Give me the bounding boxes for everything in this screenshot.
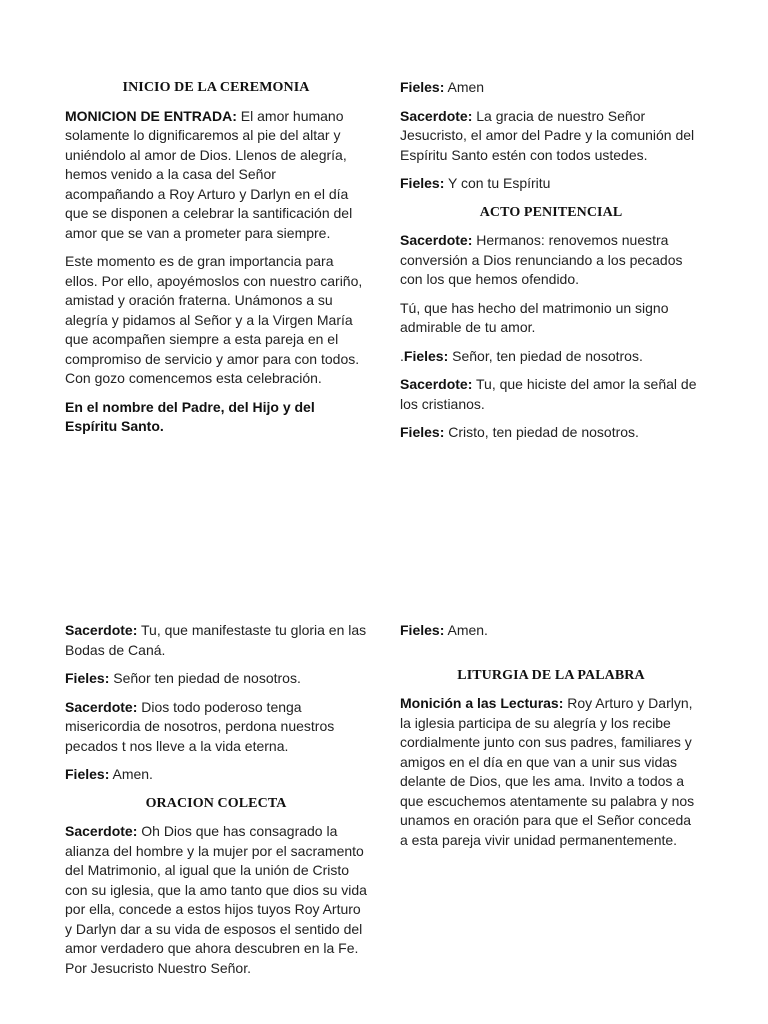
line-fieles-amen: [65, 765, 367, 785]
speaker-label: Sacerdote:: [400, 232, 473, 248]
paragraph-text: Oh Dios que has consagrado la alianza del hombre y la mujer por el sacramento del Matrimonio, al igual que la unión de Cristo con su iglesia, que la amo tanto que dios su vida por ella, concede a estos hijos tuyos Roy Arturo y Darlyn dar a su vida de esposos el sentido del amor verdadero que ahora descubren en la Fe. Por Jesucristo Nuestro Señor.: [65, 823, 367, 976]
paragraph-text: Tu, que hiciste del amor la señal de los cristianos.: [400, 376, 697, 412]
paragraph-monicion-entrada: [65, 107, 367, 244]
speaker-label: Sacerdote:: [65, 698, 138, 715]
paragraph-text: Amen.: [109, 766, 153, 782]
paragraph-text: Y con tu Espíritu: [444, 175, 551, 191]
speaker-label: Sacerdote:: [400, 376, 473, 392]
speaker-label: Fieles:: [65, 670, 110, 686]
paragraph-text: Amen.: [444, 622, 488, 638]
line-sacerdote-cana: [65, 621, 367, 660]
line-tu-matrimonio: Tú, que has hecho del matrimonio un signo admirable de tu amor.: [400, 299, 669, 335]
line-sacerdote-oh-dios: [65, 822, 367, 978]
line-fieles-espiritu: [400, 174, 702, 194]
paragraph-text: Hermanos: renovemos nuestra conversión a Dios renunciando a los pecados con los que hemos ofendido.: [400, 232, 683, 287]
section-heading-liturgia-palabra: LITURGIA DE LA PALABRA: [457, 667, 645, 683]
column-bottom-left: [65, 621, 367, 987]
speaker-label: Sacerdote:: [400, 107, 473, 124]
paragraph-text: La gracia de nuestro Señor Jesucristo, el amor del Padre y la comunión del Espíritu Santo estén con todos ustedes.: [400, 107, 695, 163]
speaker-label: Fieles:: [400, 79, 445, 95]
section-heading-acto-penitencial: ACTO PENITENCIAL: [479, 204, 623, 220]
spacer: [400, 650, 702, 666]
line-fieles-cristo-piedad: [400, 423, 702, 443]
column-top-left: [65, 78, 367, 446]
line-sacerdote-hermanos: [400, 231, 702, 290]
speaker-label: Fieles:: [400, 175, 445, 191]
paragraph-text: Amen: [444, 79, 485, 95]
paragraph-text: Dios todo poderoso tenga misericordia de nosotros, perdona nuestros pecados t nos lleve a la vida eterna.: [65, 698, 335, 754]
paragraph-text: Tu, que manifestaste tu gloria en las Bodas de Caná.: [65, 622, 367, 658]
speaker-label: Sacerdote:: [65, 823, 138, 839]
line-fieles-senor-piedad: [65, 669, 367, 689]
paragraph-text: El amor humano solamente lo dignificaremos al pie del altar y uniéndolo al amor de Dios. Llenos de alegría, hemos venido a la casa del Señor acompañando a Roy Arturo y Darlyn en el día que se disponen a celebrar la santificación del amor que se van a prometer para siempre.: [65, 107, 353, 241]
paragraph-text: Cristo, ten piedad de nosotros.: [444, 424, 639, 440]
speaker-label: Fieles:: [403, 347, 449, 364]
line-fieles-amen: [400, 78, 702, 98]
line-fieles-amen: [400, 621, 702, 641]
paragraph-text: Señor ten piedad de nosotros.: [109, 670, 301, 686]
paragraph-text: Señor, ten piedad de nosotros.: [448, 347, 643, 364]
section-heading-oracion-colecta: ORACION COLECTA: [145, 795, 287, 811]
paragraph-text: Roy Arturo y Darlyn, la iglesia participa de su alegría y los recibe cordialmente junto con sus padres, familiares y amigos en el día en que van a unir sus vidas delante de Dios, que les ama. Invito a todos a que escuchemos atentamente su palabra y nos unamos en oración para que el Señor conceda a esta pareja vivir unidad permanentemente.: [400, 695, 695, 848]
speaker-label: Monición a las Lecturas:: [400, 695, 564, 711]
paragraph-en-el-nombre: En el nombre del Padre, del Hijo y del Espíritu Santo.: [65, 398, 315, 434]
speaker-label: Fieles:: [400, 424, 445, 440]
section-heading-inicio: INICIO DE LA CEREMONIA: [122, 80, 310, 95]
punctuation: .: [400, 347, 404, 364]
column-top-right: [400, 78, 702, 452]
column-bottom-right: [400, 621, 702, 859]
speaker-label: Fieles:: [65, 766, 110, 782]
speaker-label: Fieles:: [400, 622, 445, 638]
line-sacerdote-gracia: [400, 107, 702, 166]
speaker-label: MONICION DE ENTRADA:: [65, 107, 237, 124]
speaker-label: Sacerdote:: [65, 622, 138, 638]
paragraph-momento: Este momento es de gran importancia para ellos. Por ello, apoyémoslos con nuestro cariño, amistad y oración fraterna. Unámonos a su alegría y pidamos al Señor y a la Virgen María que acompañen siempre a esta pareja en el compromiso de servicio y amor para con todos. Con gozo comencemos esta celebración.: [65, 253, 363, 386]
paragraph-monicion-lecturas: [400, 694, 702, 850]
line-fieles-senor-piedad: [400, 347, 702, 367]
line-sacerdote-misericordia: [65, 698, 367, 757]
line-sacerdote-senal: [400, 375, 702, 414]
